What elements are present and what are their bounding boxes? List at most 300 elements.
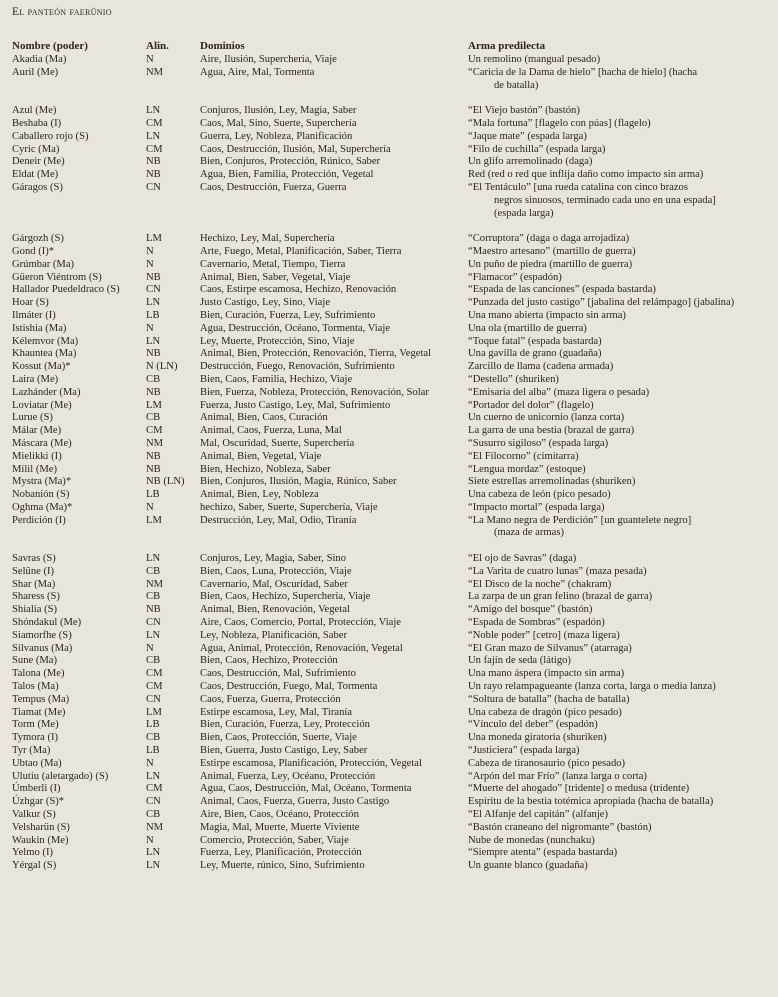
- weapon-line: Cabeza de tiranosaurio (pico pesado): [468, 757, 626, 769]
- deity-domains: Comercio, Protección, Saber, Viaje: [200, 834, 349, 846]
- deity-weapon: [468, 310, 768, 323]
- weapon-line: Un glifo arremolinado (daga): [468, 156, 593, 168]
- weapon-line: Espíritu de la bestia totémica apropiada (hacha de batalla): [468, 796, 714, 808]
- deity-domains: Estirpe escamosa, Ley, Mal, Tiranía: [200, 706, 353, 718]
- deity-alignment: NM: [146, 578, 164, 590]
- deity-domains: Fuerza, Justo Castigo, Ley, Mal, Sufrimiento: [200, 399, 391, 411]
- table-row: [0, 67, 778, 93]
- deity-name: Úzhgar (S)*: [12, 796, 65, 808]
- weapon-line: “Mala fortuna” [flagelo con púas] (flagelo): [468, 117, 651, 129]
- deity-domains: Estirpe escamosa, Planificación, Protección, Vegetal: [200, 757, 422, 769]
- weapon-line: Un puño de piedra (martillo de guerra): [468, 258, 633, 270]
- weapon-line: de batalla): [494, 79, 539, 91]
- deity-name: Shar (Ma): [12, 578, 56, 590]
- table-row: [0, 169, 778, 182]
- deity-name: Kossut (Ma)*: [12, 361, 71, 373]
- deity-domains: Caos, Destrucción, Fuego, Mal, Tormenta: [200, 681, 378, 693]
- weapon-line: “Jaque mate” (espada larga): [468, 130, 587, 142]
- deity-name: Yérgal (S): [12, 860, 57, 872]
- deity-name: Akadia (Ma): [12, 54, 67, 65]
- weapon-line: “Flamacor” (espadón): [468, 271, 562, 283]
- table-row: [0, 182, 778, 220]
- weapon-line: Una cabeza de león (pico pesado): [468, 489, 611, 501]
- table-row: [0, 822, 778, 835]
- deity-domains: Caos, Destrucción, Fuerza, Guerra: [200, 181, 347, 193]
- deity-domains: Agua, Destrucción, Océano, Tormenta, Viaje: [200, 322, 391, 334]
- weapon-line: “Emisaria del alba” (maza ligera o pesada): [468, 386, 650, 398]
- weapon-line: Un guante blanco (guadaña): [468, 860, 588, 872]
- deity-name: Kélemvor (Ma): [12, 335, 79, 347]
- table-row: [0, 323, 778, 336]
- deity-weapon: [468, 412, 768, 425]
- weapon-line: “Muerte del ahogado” [tridente] o medusa (tridente): [468, 783, 690, 795]
- deity-domains: Animal, Bien, Caos, Curación: [200, 412, 328, 424]
- deity-weapon: [468, 374, 768, 387]
- deity-domains: Mal, Oscuridad, Suerte, Superchería: [200, 437, 355, 449]
- deity-domains: Aire, Bien, Caos, Océano, Protección: [200, 809, 359, 821]
- deity-weapon: [468, 860, 768, 873]
- deity-name: Nobanión (S): [12, 489, 70, 501]
- deity-weapon: [468, 169, 768, 182]
- deity-alignment: NB: [146, 450, 161, 462]
- deity-alignment: CM: [146, 117, 163, 129]
- deity-alignment: N: [146, 322, 154, 334]
- table-row: [0, 233, 778, 246]
- deity-name: Mielikki (I): [12, 450, 62, 462]
- deity-alignment: CM: [146, 668, 163, 680]
- deity-name: Waukin (Me): [12, 834, 69, 846]
- deity-domains: Agua, Bien, Familia, Protección, Vegetal: [200, 169, 374, 181]
- weapon-line: Red (red o red que inflija daño como impacto sin arma): [468, 169, 704, 181]
- deity-alignment: LM: [146, 514, 162, 526]
- deity-name: Loviatar (Me): [12, 399, 72, 411]
- table-row: [0, 566, 778, 579]
- deity-alignment: LB: [146, 309, 160, 321]
- table-row: [0, 604, 778, 617]
- header-alignment: Alin.: [146, 40, 169, 52]
- deity-name: Eldat (Me): [12, 169, 59, 181]
- weapon-line: La zarpa de un gran felino (brazal de garra): [468, 591, 653, 603]
- deity-alignment: NB: [146, 386, 161, 398]
- deity-domains: Animal, Caos, Fuerza, Guerra, Justo Castigo: [200, 796, 390, 808]
- deity-weapon: [468, 783, 768, 796]
- deity-weapon: [468, 451, 768, 464]
- deity-domains: Animal, Fuerza, Ley, Océano, Protección: [200, 770, 376, 782]
- deity-weapon: [468, 425, 768, 438]
- deity-alignment: N: [146, 258, 154, 270]
- deity-weapon: [468, 847, 768, 860]
- deity-domains: Bien, Conjuros, Ilusión, Magia, Rúnico, Saber: [200, 476, 397, 488]
- deity-name: Gond (I)*: [12, 245, 55, 257]
- weapon-line: “Maestro artesano” (martillo de guerra): [468, 245, 636, 257]
- deity-domains: Aire, Ilusión, Superchería, Viaje: [200, 54, 337, 65]
- deity-alignment: NM: [146, 437, 164, 449]
- deity-name: Hallador Puedeldraco (S): [12, 284, 120, 296]
- weapon-line: (maza de armas): [494, 527, 564, 539]
- deity-domains: Destrucción, Ley, Mal, Odio, Tiranía: [200, 514, 357, 526]
- table-row: [0, 284, 778, 297]
- deity-alignment: N: [146, 834, 154, 846]
- header-weapon: Arma predilecta: [468, 40, 546, 52]
- deity-alignment: LN: [146, 847, 161, 859]
- table-row: [0, 348, 778, 361]
- table-row: [0, 476, 778, 489]
- deity-domains: Agua, Caos, Destrucción, Mal, Océano, Tormenta: [200, 783, 412, 795]
- deity-alignment: LB: [146, 719, 160, 731]
- weapon-line: Una mano abierta (impacto sin arma): [468, 309, 626, 321]
- deity-domains: Fuerza, Ley, Planificación, Protección: [200, 847, 362, 859]
- deity-weapon: [468, 630, 768, 643]
- deity-domains: hechizo, Saber, Suerte, Superchería, Viaje: [200, 501, 378, 513]
- deity-name: Mystra (Ma)*: [12, 476, 72, 488]
- table-row: [0, 796, 778, 809]
- deity-weapon: [468, 272, 768, 285]
- weapon-line: “El Filocorno” (cimitarra): [468, 450, 579, 462]
- table-row: [0, 387, 778, 400]
- table-row: [0, 489, 778, 502]
- table-row: [0, 502, 778, 515]
- deity-name: Lazhánder (Ma): [12, 386, 81, 398]
- weapon-line: “Susurro sigiloso” (espada larga): [468, 437, 609, 449]
- deity-weapon: [468, 297, 768, 310]
- deity-weapon: [468, 476, 768, 489]
- deity-name: Lurue (S): [12, 412, 53, 424]
- deity-domains: Caos, Fuerza, Guerra, Protección: [200, 693, 341, 705]
- weapon-line: Una ola (martillo de guerra): [468, 322, 587, 334]
- deity-alignment: CB: [146, 565, 161, 577]
- deity-name: Azul (Me): [12, 105, 57, 117]
- table-row: [0, 681, 778, 694]
- deity-weapon: [468, 348, 768, 361]
- deity-alignment: CN: [146, 284, 161, 296]
- table-row: [0, 745, 778, 758]
- deity-weapon: [468, 771, 768, 784]
- deity-name: Perdición (I): [12, 514, 66, 526]
- deity-domains: Arte, Fuego, Metal, Planificación, Saber, Tierra: [200, 245, 402, 257]
- deity-weapon: [468, 387, 768, 400]
- deity-weapon: [468, 502, 768, 515]
- deity-name: Shóndakul (Me): [12, 617, 82, 629]
- table-row: [0, 464, 778, 477]
- deity-domains: Bien, Caos, Luna, Protección, Viaje: [200, 565, 352, 577]
- weapon-line: “Filo de cuchilla” (espada larga): [468, 143, 606, 155]
- table-row: [0, 156, 778, 169]
- weapon-line: “El Alfanje del capitán” (alfanje): [468, 809, 608, 821]
- deity-alignment: NM: [146, 66, 164, 78]
- deity-alignment: CM: [146, 143, 163, 155]
- table-row: [0, 553, 778, 566]
- deity-weapon: [468, 400, 768, 413]
- deity-weapon: [468, 233, 768, 246]
- deity-table: [0, 54, 778, 873]
- weapon-line: “Justiciera” (espada larga): [468, 745, 580, 757]
- weapon-line: “El Gran mazo de Silvanus” (atarraga): [468, 642, 632, 654]
- weapon-line: “La Mano negra de Perdición” [un guantelete negro]: [468, 514, 692, 526]
- deity-weapon: [468, 144, 768, 157]
- weapon-line: “Impacto mortal” (espada larga): [468, 501, 605, 513]
- table-row: [0, 54, 778, 67]
- deity-name: Oghma (Ma)*: [12, 501, 73, 513]
- weapon-line: (espada larga): [494, 207, 554, 219]
- deity-name: Hoar (S): [12, 297, 49, 309]
- deity-alignment: CM: [146, 681, 163, 693]
- deity-domains: Caos, Mal, Sino, Suerte, Superchería: [200, 117, 357, 129]
- weapon-line: “Noble poder” [cetro] (maza ligera): [468, 629, 620, 641]
- deity-name: Tiamat (Me): [12, 706, 66, 718]
- deity-name: Auril (Me): [12, 66, 59, 78]
- deity-domains: Agua, Animal, Protección, Renovación, Vegetal: [200, 642, 403, 654]
- deity-name: Silvanus (Ma): [12, 642, 73, 654]
- weapon-line: “Lengua mordaz” (estoque): [468, 463, 586, 475]
- deity-weapon: [468, 323, 768, 336]
- deity-alignment: LM: [146, 706, 162, 718]
- deity-domains: Bien, Caos, Hechizo, Protección: [200, 655, 338, 667]
- deity-name: Sune (Ma): [12, 655, 58, 667]
- deity-alignment: NM: [146, 821, 164, 833]
- deity-alignment: LN: [146, 130, 161, 142]
- deity-weapon: [468, 604, 768, 617]
- deity-domains: Animal, Bien, Protección, Renovación, Tierra, Vegetal: [200, 348, 432, 360]
- deity-name: Máscara (Me): [12, 437, 72, 449]
- deity-alignment: N: [146, 245, 154, 257]
- deity-alignment: LN: [146, 335, 161, 347]
- deity-weapon: [468, 464, 768, 477]
- table-row: [0, 144, 778, 157]
- weapon-line: Nube de monedas (nunchaku): [468, 834, 595, 846]
- deity-domains: Animal, Caos, Fuerza, Luna, Mal: [200, 425, 342, 437]
- deity-alignment: LM: [146, 399, 162, 411]
- table-row: [0, 515, 778, 541]
- weapon-line: “Corruptora” (daga o daga arrojadiza): [468, 233, 630, 245]
- deity-alignment: CB: [146, 373, 161, 385]
- deity-domains: Animal, Bien, Renovación, Vegetal: [200, 604, 350, 616]
- deity-name: Tempus (Ma): [12, 693, 70, 705]
- weapon-line: “El Viejo bastón” (bastón): [468, 105, 580, 117]
- deity-name: Laira (Me): [12, 373, 59, 385]
- deity-name: Savras (S): [12, 553, 56, 565]
- table-row: [0, 310, 778, 323]
- table-row: [0, 758, 778, 771]
- weapon-line: “El ojo de Savras” (daga): [468, 553, 577, 565]
- deity-weapon: [468, 643, 768, 656]
- table-row: [0, 591, 778, 604]
- deity-name: Grúmbar (Ma): [12, 258, 75, 270]
- deity-domains: Bien, Caos, Protección, Suerte, Viaje: [200, 732, 357, 744]
- weapon-line: Un rayo relampagueante (lanza corta, larga o media lanza): [468, 681, 716, 693]
- table-row: [0, 668, 778, 681]
- deity-name: Deneir (Me): [12, 156, 65, 168]
- weapon-line: “Destello” (shuriken): [468, 373, 559, 385]
- deity-alignment: LN: [146, 629, 161, 641]
- weapon-line: Un cuerno de unicornio (lanza corta): [468, 412, 625, 424]
- deity-name: Valkur (S): [12, 809, 56, 821]
- deity-domains: Magia, Mal, Muerte, Muerte Viviente: [200, 821, 360, 833]
- deity-weapon: [468, 835, 768, 848]
- deity-name: Torm (Me): [12, 719, 59, 731]
- deity-alignment: N: [146, 54, 154, 65]
- deity-domains: Ley, Muerte, rúnico, Sino, Sufrimiento: [200, 860, 365, 872]
- deity-alignment: CB: [146, 732, 161, 744]
- table-row: [0, 732, 778, 745]
- weapon-line: Siete estrellas arremolinadas (shuriken): [468, 476, 636, 488]
- deity-name: Ubtao (Ma): [12, 757, 62, 769]
- deity-alignment: N (LN): [146, 361, 178, 373]
- deity-domains: Cavernario, Metal, Tiempo, Tierra: [200, 258, 346, 270]
- table-row: [0, 374, 778, 387]
- deity-weapon: [468, 336, 768, 349]
- deity-domains: Animal, Bien, Vegetal, Viaje: [200, 450, 322, 462]
- deity-alignment: CB: [146, 412, 161, 424]
- deity-weapon: [468, 553, 768, 566]
- table-row: [0, 272, 778, 285]
- deity-alignment: CB: [146, 591, 161, 603]
- deity-name: Gáragos (S): [12, 181, 63, 193]
- deity-alignment: NB: [146, 463, 161, 475]
- deity-name: Khauntea (Ma): [12, 348, 77, 360]
- deity-weapon: [468, 694, 768, 707]
- weapon-line: Una moneda giratoria (shuriken): [468, 732, 607, 744]
- deity-name: Beshaba (I): [12, 117, 62, 129]
- deity-name: Caballero rojo (S): [12, 130, 89, 142]
- deity-domains: Conjuros, Ley, Magia, Saber, Sino: [200, 553, 347, 565]
- table-row: [0, 105, 778, 118]
- deity-weapon: [468, 566, 768, 579]
- deity-name: Shialia (S): [12, 604, 58, 616]
- table-row: [0, 451, 778, 464]
- table-row: [0, 400, 778, 413]
- deity-domains: Caos, Destrucción, Ilusión, Mal, Superchería: [200, 143, 391, 155]
- table-row: [0, 425, 778, 438]
- deity-weapon: [468, 758, 768, 771]
- deity-domains: Bien, Fuerza, Nobleza, Protección, Renovación, Solar: [200, 386, 429, 398]
- weapon-line: “Toque fatal” (espada bastarda): [468, 335, 602, 347]
- weapon-line: “Amigo del bosque” (bastón): [468, 604, 593, 616]
- deity-domains: Bien, Caos, Familia, Hechizo, Viaje: [200, 373, 353, 385]
- deity-alignment: CN: [146, 693, 161, 705]
- deity-name: Gárgozh (S): [12, 233, 64, 245]
- deity-alignment: LN: [146, 860, 161, 872]
- deity-alignment: CM: [146, 783, 163, 795]
- deity-domains: Bien, Hechizo, Nobleza, Saber: [200, 463, 331, 475]
- deity-alignment: NB: [146, 169, 161, 181]
- table-row: [0, 847, 778, 860]
- deity-alignment: N: [146, 501, 154, 513]
- deity-domains: Ley, Nobleza, Planificación, Saber: [200, 629, 347, 641]
- deity-name: Siamorfhe (S): [12, 629, 72, 641]
- table-row: [0, 259, 778, 272]
- table-row: [0, 719, 778, 732]
- deity-name: Tyr (Ma): [12, 745, 51, 757]
- weapon-line: Un fajín de seda (látigo): [468, 655, 571, 667]
- deity-weapon: [468, 822, 768, 835]
- deity-domains: Bien, Curación, Fuerza, Ley, Sufrimiento: [200, 309, 376, 321]
- deity-domains: Animal, Bien, Saber, Vegetal, Viaje: [200, 271, 351, 283]
- deity-alignment: CN: [146, 181, 161, 193]
- deity-alignment: CB: [146, 655, 161, 667]
- deity-name: Velsharün (S): [12, 821, 70, 833]
- deity-weapon: [468, 54, 768, 67]
- deity-weapon: [468, 284, 768, 297]
- table-row: [0, 860, 778, 873]
- deity-domains: Animal, Bien, Ley, Nobleza: [200, 489, 319, 501]
- deity-weapon: [468, 259, 768, 272]
- deity-alignment: NB (LN): [146, 476, 185, 488]
- deity-weapon: [468, 591, 768, 604]
- deity-alignment: LB: [146, 489, 160, 501]
- weapon-line: Zarcillo de llama (cadena armada): [468, 361, 614, 373]
- header-name: Nombre (poder): [12, 40, 88, 52]
- deity-weapon: [468, 719, 768, 732]
- deity-weapon: [468, 707, 768, 720]
- deity-weapon: [468, 67, 768, 93]
- deity-domains: Guerra, Ley, Nobleza, Planificación: [200, 130, 353, 142]
- header-domains: Dominios: [200, 40, 245, 52]
- table-row: [0, 643, 778, 656]
- table-row: [0, 131, 778, 144]
- deity-name: Selûne (I): [12, 565, 55, 577]
- deity-alignment: LN: [146, 105, 161, 117]
- page-title: El panteón faerûnio: [12, 6, 112, 18]
- weapon-line: “El Disco de la noche” (chakram): [468, 578, 612, 590]
- weapon-line: “Vínculo del deber” (espadón): [468, 719, 598, 731]
- deity-alignment: LN: [146, 553, 161, 565]
- table-row: [0, 412, 778, 425]
- table-row: [0, 118, 778, 131]
- deity-domains: Justo Castigo, Ley, Sino, Viaje: [200, 297, 331, 309]
- deity-weapon: [468, 617, 768, 630]
- weapon-line: Una mano áspera (impacto sin arma): [468, 668, 625, 680]
- table-row: [0, 630, 778, 643]
- deity-name: Ulutiu (aletargado) (S): [12, 770, 109, 782]
- table-row: [0, 438, 778, 451]
- deity-weapon: [468, 182, 768, 220]
- weapon-line: “El Tentáculo” [una rueda catalina con cinco brazos: [468, 181, 688, 193]
- deity-name: Talos (Ma): [12, 681, 59, 693]
- deity-alignment: CN: [146, 617, 161, 629]
- deity-name: Güeron Viéntrom (S): [12, 271, 102, 283]
- deity-name: Milil (Me): [12, 463, 58, 475]
- deity-name: Ilmáter (I): [12, 309, 56, 321]
- deity-domains: Hechizo, Ley, Mal, Superchería: [200, 233, 335, 245]
- weapon-line: “Portador del dolor” (flagelo): [468, 399, 594, 411]
- deity-weapon: [468, 745, 768, 758]
- deity-weapon: [468, 515, 768, 541]
- weapon-line: “Caricia de la Dama de hielo” [hacha de hielo] (hacha: [468, 66, 698, 78]
- deity-name: Sharess (S): [12, 591, 60, 603]
- table-row: [0, 694, 778, 707]
- deity-weapon: [468, 438, 768, 451]
- weapon-line: negros sinuosos, terminado cada uno en una espada]: [494, 194, 716, 206]
- deity-alignment: N: [146, 642, 154, 654]
- weapon-line: “Espada de las canciones” (espada bastarda): [468, 284, 656, 296]
- weapon-line: “La Varita de cuatro lunas” (maza pesada): [468, 565, 647, 577]
- deity-name: Úmberli (I): [12, 783, 61, 795]
- deity-domains: Caos, Destrucción, Mal, Sufrimiento: [200, 668, 356, 680]
- deity-alignment: CM: [146, 425, 163, 437]
- deity-domains: Caos, Estirpe escamosa, Hechizo, Renovación: [200, 284, 397, 296]
- deity-name: Málar (Me): [12, 425, 62, 437]
- deity-domains: Bien, Caos, Hechizo, Superchería, Viaje: [200, 591, 371, 603]
- deity-weapon: [468, 809, 768, 822]
- deity-alignment: LN: [146, 770, 161, 782]
- deity-weapon: [468, 156, 768, 169]
- deity-domains: Ley, Muerte, Protección, Sino, Viaje: [200, 335, 355, 347]
- deity-weapon: [468, 489, 768, 502]
- deity-weapon: [468, 246, 768, 259]
- deity-domains: Bien, Curación, Fuerza, Ley, Protección: [200, 719, 370, 731]
- table-row: [0, 246, 778, 259]
- weapon-line: “Arpón del mar Frío” (lanza larga o corta): [468, 770, 647, 782]
